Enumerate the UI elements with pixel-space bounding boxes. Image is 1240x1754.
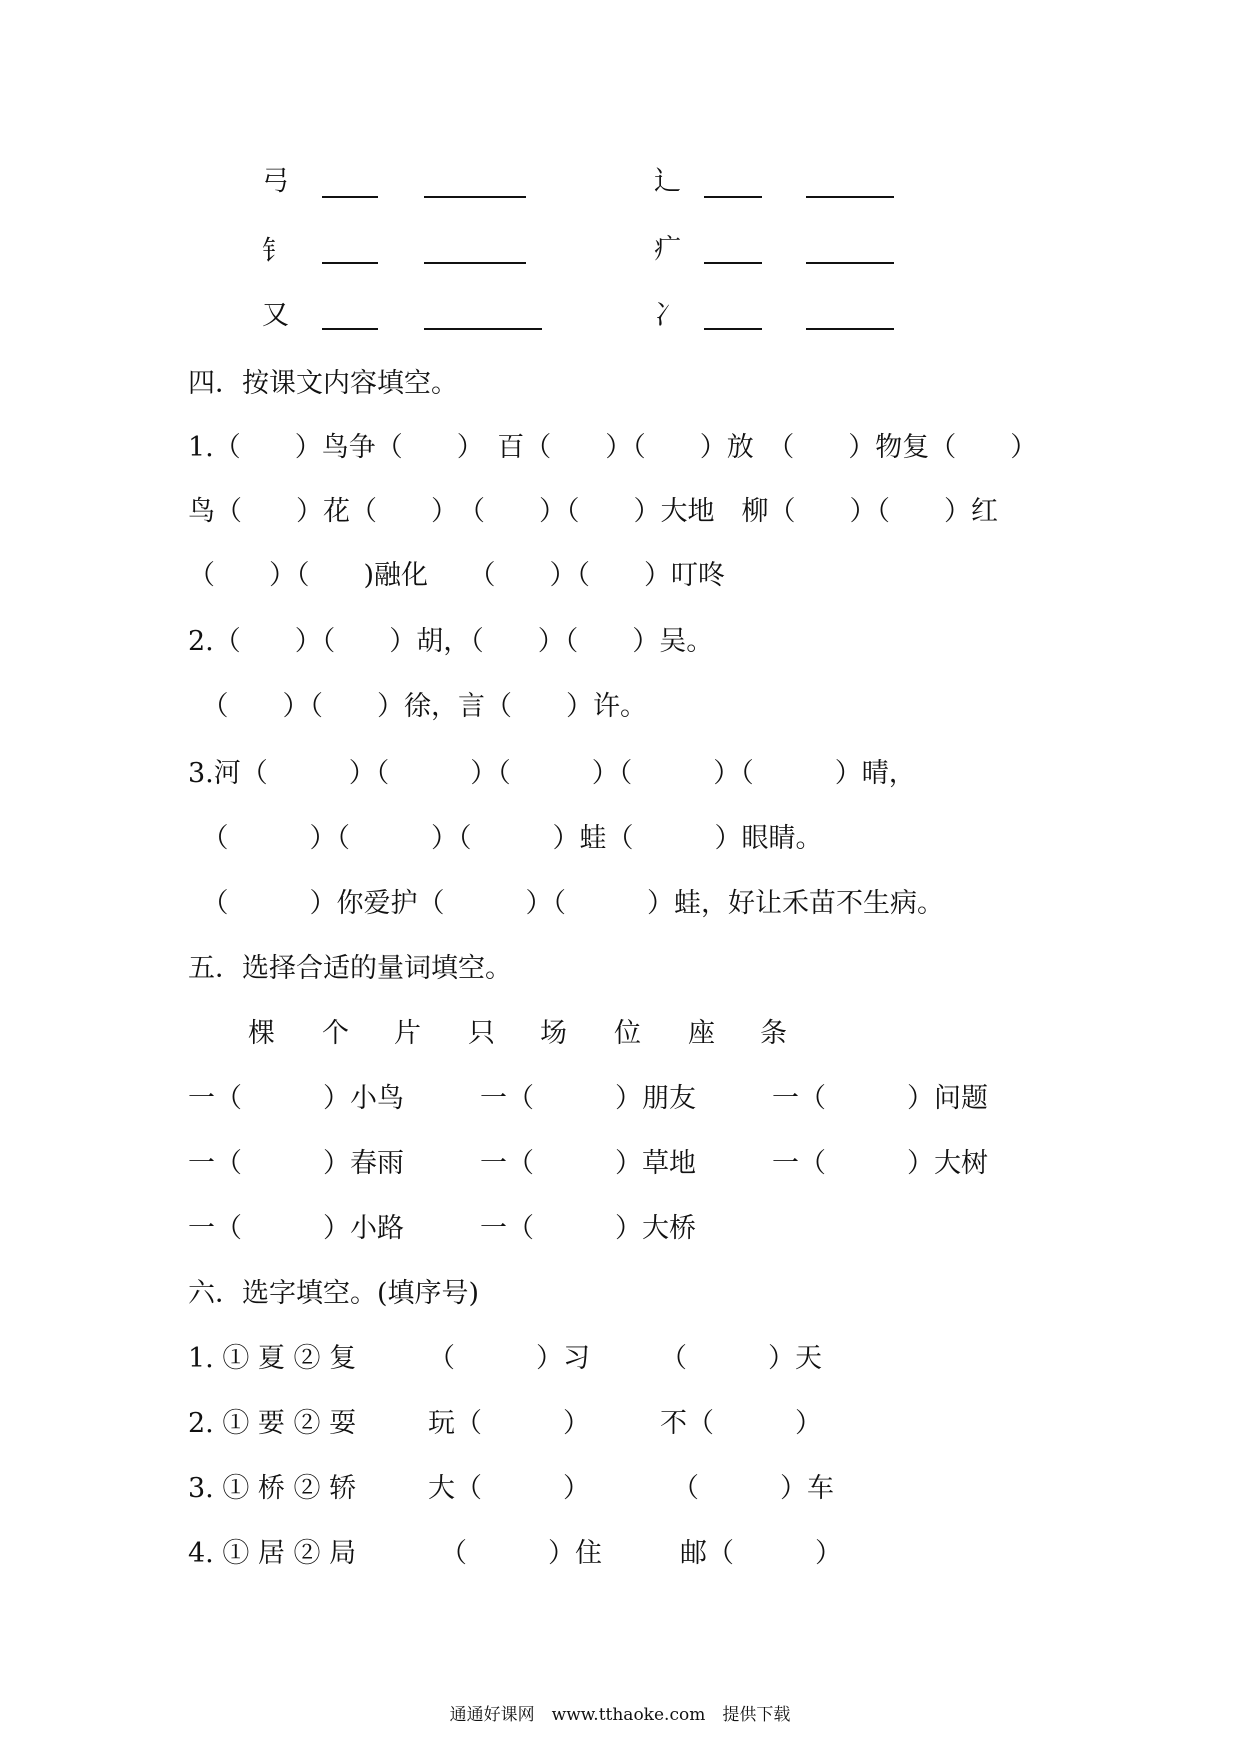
blank-line[interactable] bbox=[322, 196, 378, 198]
fill-item: 一（ ）小鸟 bbox=[188, 1083, 404, 1114]
fill-item: 大（ ） bbox=[428, 1473, 590, 1504]
measure-word: 个 bbox=[322, 1018, 349, 1049]
measure-word: 场 bbox=[540, 1018, 567, 1049]
blank-line[interactable] bbox=[424, 196, 526, 198]
blank-line[interactable] bbox=[424, 262, 526, 264]
radical: 疒 bbox=[654, 234, 681, 265]
measure-word: 只 bbox=[468, 1018, 495, 1049]
blank-line[interactable] bbox=[704, 328, 762, 330]
section-title: 六．选字填空。(填序号) bbox=[188, 1278, 480, 1309]
radical: 辶 bbox=[654, 166, 681, 197]
fill-item: 玩（ ） bbox=[428, 1408, 590, 1439]
fill-item: 一（ ）问题 bbox=[772, 1083, 988, 1114]
choice-options: 2. ① 要 ② 耍 bbox=[188, 1408, 357, 1439]
measure-word: 片 bbox=[394, 1018, 421, 1049]
blank-line[interactable] bbox=[704, 196, 762, 198]
blank-line[interactable] bbox=[806, 196, 894, 198]
fill-line: 1.（ ）鸟争（ ） 百（ ）（ ）放 （ ）物复（ ） bbox=[188, 432, 1038, 463]
measure-word: 棵 bbox=[248, 1018, 275, 1049]
fill-item: 一（ ）草地 bbox=[480, 1148, 696, 1179]
fill-item: （ ）习 bbox=[428, 1343, 590, 1374]
fill-item: 不（ ） bbox=[660, 1408, 822, 1439]
fill-line: （ ）你爱护（ ）（ ）蛙，好让禾苗不生病。 bbox=[188, 888, 944, 919]
measure-word: 条 bbox=[760, 1018, 787, 1049]
blank-line[interactable] bbox=[424, 328, 542, 330]
fill-item: （ ）住 bbox=[440, 1538, 602, 1569]
fill-item: 邮（ ） bbox=[680, 1538, 842, 1569]
fill-line: （ ）（ ）（ ）蛙（ ）眼睛。 bbox=[188, 823, 823, 854]
blank-line[interactable] bbox=[704, 262, 762, 264]
fill-item: 一（ ）大树 bbox=[772, 1148, 988, 1179]
page-footer: 通通好课网 www.tthaoke.com 提供下载 bbox=[449, 1705, 791, 1725]
measure-word: 座 bbox=[688, 1018, 715, 1049]
blank-line[interactable] bbox=[806, 328, 894, 330]
fill-item: 一（ ）朋友 bbox=[480, 1083, 696, 1114]
section-title: 五．选择合适的量词填空。 bbox=[188, 953, 512, 984]
radical: 弓 bbox=[262, 166, 289, 197]
fill-item: 一（ ）春雨 bbox=[188, 1148, 404, 1179]
blank-line[interactable] bbox=[322, 328, 378, 330]
measure-word: 位 bbox=[614, 1018, 641, 1049]
fill-item: 一（ ）大桥 bbox=[480, 1213, 696, 1244]
choice-options: 4. ① 居 ② 局 bbox=[188, 1538, 357, 1569]
fill-line: （ ）（ )融化 （ ）（ ）叮咚 bbox=[188, 560, 726, 591]
fill-line: （ ）（ ）徐，言（ ）许。 bbox=[188, 691, 647, 722]
choice-options: 1. ① 夏 ② 复 bbox=[188, 1343, 357, 1374]
fill-line: 3.河（ ）（ ）（ ）（ ）（ ）晴， bbox=[188, 758, 916, 789]
fill-item: 一（ ）小路 bbox=[188, 1213, 404, 1244]
fill-line: 2.（ ）（ ）胡，（ ）（ ）吴。 bbox=[188, 626, 714, 657]
section-title: 四．按课文内容填空。 bbox=[188, 368, 458, 399]
blank-line[interactable] bbox=[322, 262, 378, 264]
radical: 钅 bbox=[262, 236, 289, 267]
blank-line[interactable] bbox=[806, 262, 894, 264]
fill-item: （ ）天 bbox=[660, 1343, 822, 1374]
radical: 冫 bbox=[654, 300, 681, 331]
radical: 又 bbox=[262, 300, 289, 331]
fill-line: 鸟（ ）花（ ） （ ）（ ）大地 柳（ ）（ ）红 bbox=[188, 496, 998, 527]
choice-options: 3. ① 桥 ② 轿 bbox=[188, 1473, 357, 1504]
fill-item: （ ）车 bbox=[672, 1473, 834, 1504]
